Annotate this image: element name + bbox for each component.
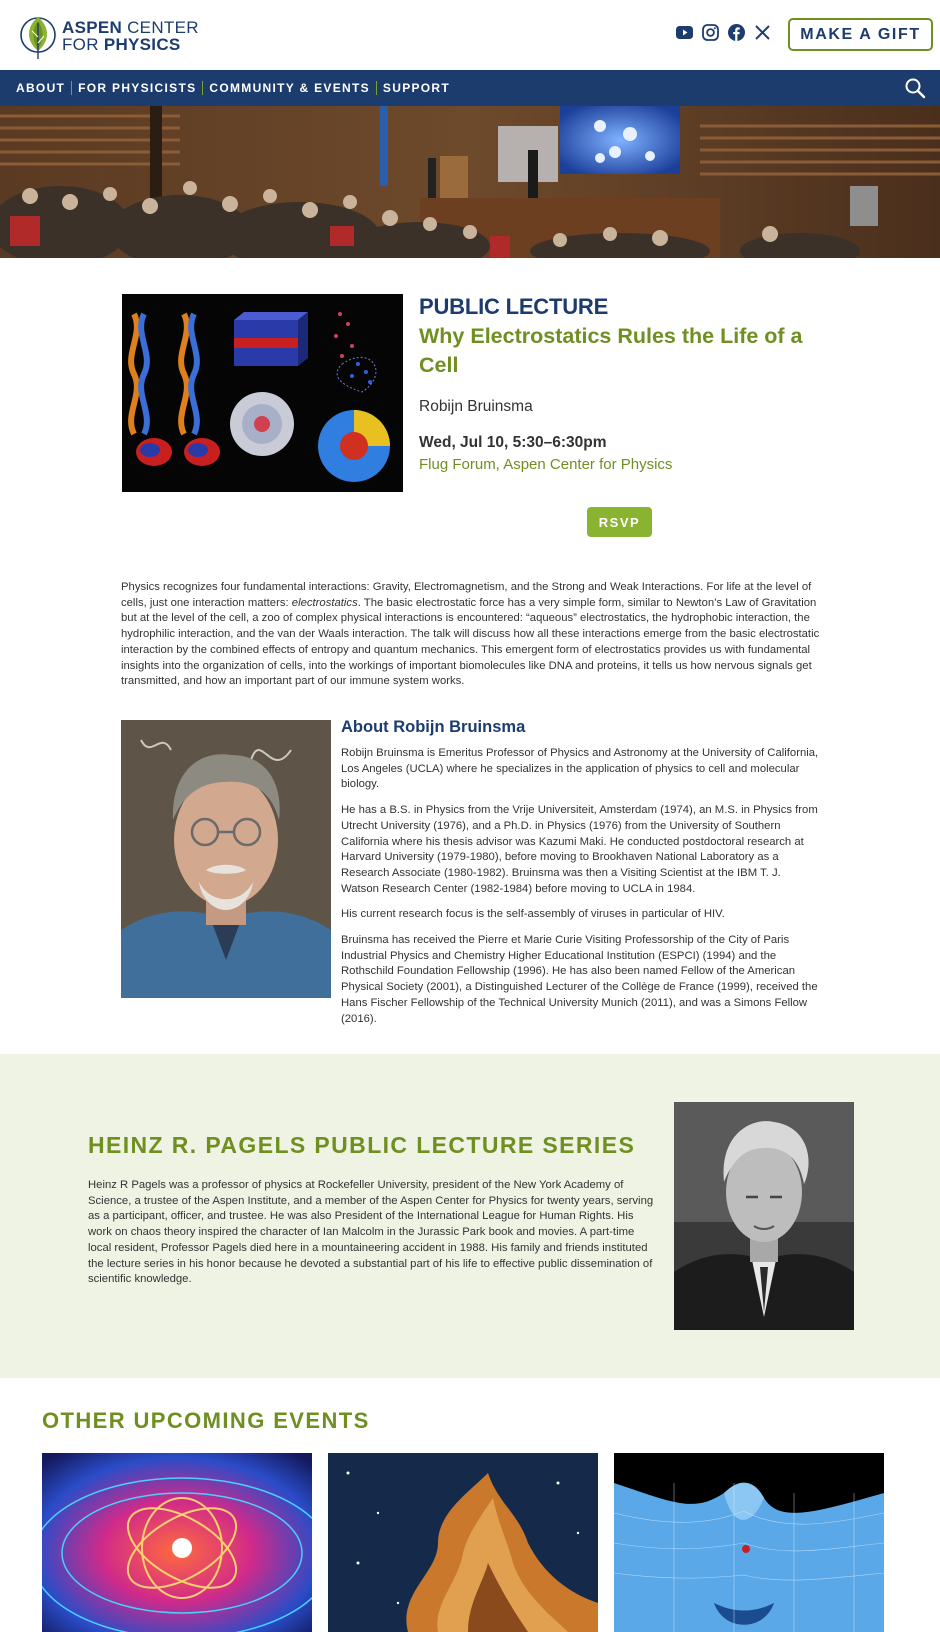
upcoming-event-card-3[interactable] xyxy=(614,1453,884,1632)
bio-paragraph: Bruinsma has received the Pierre et Marie Curie Visiting Professorship of the City of Paris Industrial Physics and Chemistry Higher Educational Institution (ESPCI) (1994) and the Rothschild Foundation Fellowship (1996). He has also been named Fellow of the American Physical Society (2001), a Distinguished Lecturer of the Collège de France (1999), received the Hans Fischer Fellowship of the Technical University Munich (2011), and was a Simons Fellow (2016). xyxy=(341,934,818,1025)
event-description-emphasis: electrostatics xyxy=(291,596,358,609)
event-kicker: PUBLIC LECTURE xyxy=(419,294,609,319)
event-molecules-image xyxy=(122,294,403,492)
instagram-icon[interactable] xyxy=(702,24,719,41)
social-links xyxy=(676,24,771,41)
pagels-portrait xyxy=(674,1102,854,1330)
event-location[interactable]: Flug Forum, Aspen Center for Physics xyxy=(419,456,673,473)
event-description-part2: . The basic electrostatic force has a very simple form, similar to Newton’s Law of Gravitation but at the level of the cell, a zoo of complex physical interactions is encountered: “aqueous” electrostatics, the hydrophobic interaction, the hydrophilic interaction, and the van der Waals interaction. The talk will discuss how all these interactions emerge from the basic electrostatic interaction by the combined effects of entropy and quantum mechanics. This emergent form of electrostatics provides us with fundamental insights into the organization of cells, into the workings of important biomolecules like DNA and proteins, it tells us how nervous signals get transmitted, and how an important part of our immune system works. xyxy=(121,596,820,688)
logo-word-aspen: ASPEN xyxy=(62,18,123,37)
upcoming-event-card-2[interactable] xyxy=(328,1453,598,1632)
nav-item-community-events[interactable]: COMMUNITY & EVENTS xyxy=(202,81,376,95)
nav-item-for-physicists[interactable]: FOR PHYSICISTS xyxy=(71,81,202,95)
site-logo[interactable] xyxy=(18,10,218,62)
pagels-series-section xyxy=(0,1054,940,1378)
rsvp-button[interactable]: RSVP xyxy=(587,507,652,537)
youtube-icon[interactable] xyxy=(676,24,693,41)
hero-lecture-hall-image xyxy=(0,106,940,258)
logo-word-physics: PHYSICS xyxy=(103,35,181,54)
upcoming-events-heading: OTHER UPCOMING EVENTS xyxy=(42,1408,370,1433)
event-title: Why Electrostatics Rules the Life of a Cell xyxy=(419,324,803,377)
facebook-icon[interactable] xyxy=(728,24,745,41)
event-speaker: Robijn Bruinsma xyxy=(419,398,533,415)
nav-item-about[interactable]: ABOUT xyxy=(16,81,66,95)
logo-word-center: CENTER xyxy=(122,18,199,37)
bio-paragraph: Robijn Bruinsma is Emeritus Professor of Physics and Astronomy at the University of California, Los Angeles (UCLA) where he specializes in the application of physics to cell and molecular biology. xyxy=(341,747,819,791)
x-icon[interactable] xyxy=(754,24,771,41)
about-speaker-heading: About Robijn Bruinsma xyxy=(341,718,526,736)
logo-word-for: FOR xyxy=(62,35,104,54)
logo-wordmark xyxy=(62,19,199,53)
speaker-portrait xyxy=(121,720,331,998)
make-a-gift-button[interactable]: MAKE A GIFT xyxy=(788,18,933,51)
main-nav xyxy=(0,70,940,106)
site-header xyxy=(0,0,940,70)
search-icon[interactable] xyxy=(904,77,926,99)
pagels-series-text: Heinz R Pagels was a professor of physics at Rockefeller University, president of the New York Academy of Science, a trustee of the Aspen Institute, and a member of the Aspen Center for Physics for twenty years, serving as a participant, officer, and trustee. He was also President of the International League for Human Rights. His work on chaos theory inspired the character of Ian Malcolm in the Jurassic Park book and movies. A part-time local resident, Professor Pagels died here in a mountaineering accident in 1988. His family and friends instituted the lecture series in his honor because he devoted a substantial part of his life to effective public dissemination of scientific knowledge. xyxy=(88,1179,654,1286)
event-description xyxy=(121,580,821,690)
event-datetime: Wed, Jul 10, 5:30–6:30pm xyxy=(419,434,607,451)
event-description-part1: Physics recognizes four fundamental interactions: Gravity, Electromagnetism, and the Strong and Weak Interactions. For life at the level of cells, just one interaction matters: xyxy=(121,581,812,609)
upcoming-event-card-1[interactable] xyxy=(42,1453,312,1632)
nav-item-support[interactable]: SUPPORT xyxy=(376,81,456,95)
pagels-series-heading: HEINZ R. PAGELS PUBLIC LECTURE SERIES xyxy=(88,1132,636,1158)
leaf-logo-icon xyxy=(18,11,58,61)
bio-paragraph: He has a B.S. in Physics from the Vrije Universiteit, Amsterdam (1974), an M.S. in Physics from Utrecht University (1976), and a Ph.D. in Physics (1976) from the University of Southern California where his thesis advisor was Kazumi Maki. He conducted postdoctoral research at Harvard University (1979-1980), before moving to Brookhaven National Laboratory as a Research Associate (1980-1982). Bruinsma was then a Visiting Scientist at the IBM T. J. Watson Research Center (1982-1984) before moving to UCLA in 1984. xyxy=(341,804,818,895)
about-speaker-bio xyxy=(341,746,821,1037)
bio-paragraph: His current research focus is the self-assembly of viruses in particular of HIV. xyxy=(341,908,725,921)
